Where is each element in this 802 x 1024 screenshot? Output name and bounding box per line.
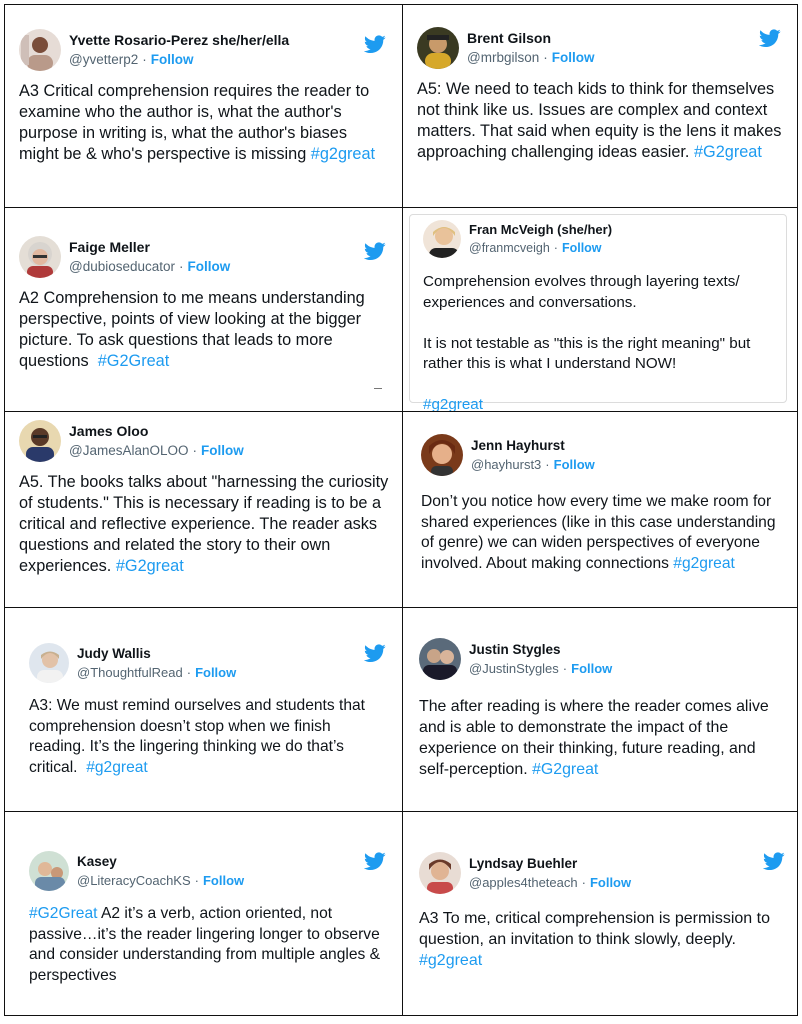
author-handle[interactable]: @JustinStygles xyxy=(469,661,559,676)
tweet-text: #G2Great A2 it’s a verb, action oriented, not passive…it’s the reader lingering longer to observe and consider understanding from multiple angles & perspectives xyxy=(29,905,385,984)
tweet-card: Fran McVeigh (she/her) @franmcveigh · Follow Comprehension evolves through layering texts/ experiences and conversations. It is not testable as "this is the right meaning" but rather this is what I understand NOW! #g2great xyxy=(423,216,785,412)
tweet-cell-brent xyxy=(402,4,798,208)
tweet-card: Justin Stygles @JustinStygles · Follow The after reading is where the reader comes alive and is able to demonstrate the impact of the experience on their thinking, future reading, and self-perception. #G2great xyxy=(419,636,785,780)
follow-button[interactable]: Follow xyxy=(553,457,595,472)
hashtag-link[interactable]: #g2great xyxy=(419,952,483,969)
author-handle[interactable]: @JamesAlanOLOO xyxy=(69,443,189,458)
avatar[interactable] xyxy=(19,420,61,462)
author-name[interactable]: Judy Wallis xyxy=(77,646,151,661)
avatar[interactable] xyxy=(419,638,461,680)
hashtag-link[interactable]: #g2great xyxy=(310,145,376,163)
tweet-text: The after reading is where the reader comes alive and is able to demonstrate the impact of the experience on their thinking, future reading, and self-perception. #G2great xyxy=(419,698,774,778)
tweet-card: Yvette Rosario-Perez she/her/ella @yvetterp2 · Follow A3 Critical comprehension requires the reader to examine who the author is, what the author's purpose in writing is, what the author's biases might be & who's perspective is missing #g2great xyxy=(19,27,390,165)
avatar[interactable] xyxy=(417,27,459,69)
tweet-text: A5: We need to teach kids to think for themselves not think like us. Issues are complex and context matters. That said when equity is the lens it makes approaching challenging ideas easier. #G2great xyxy=(417,80,786,161)
twitter-bird-icon[interactable] xyxy=(364,644,386,663)
hashtag-link[interactable]: #G2great xyxy=(532,761,599,778)
twitter-bird-icon[interactable] xyxy=(763,852,785,871)
avatar[interactable] xyxy=(19,236,61,278)
twitter-bird-icon[interactable] xyxy=(759,29,781,48)
author-handle[interactable]: @LiteracyCoachKS xyxy=(77,873,191,888)
follow-button[interactable]: Follow xyxy=(201,443,244,458)
tweet-collage-grid xyxy=(4,4,798,1016)
author-handle[interactable]: @franmcveigh xyxy=(469,241,550,255)
twitter-bird-icon[interactable] xyxy=(364,852,386,871)
twitter-bird-icon[interactable] xyxy=(364,242,386,261)
twitter-bird-icon[interactable] xyxy=(364,35,386,54)
author-handle[interactable]: @apples4theteach xyxy=(469,875,578,890)
author-name[interactable]: Fran McVeigh (she/her) xyxy=(469,222,613,237)
hashtag-link[interactable]: #G2Great xyxy=(29,905,98,922)
follow-button[interactable]: Follow xyxy=(561,241,602,255)
author-name[interactable]: Faige Meller xyxy=(69,239,150,255)
tweet-card: Lyndsay Buehler @apples4theteach · Follow A3 To me, critical comprehension is permission to question, an invitation to think slowly, deeply. #g2great xyxy=(419,850,785,971)
follow-button[interactable]: Follow xyxy=(551,50,595,65)
tweet-cell-jenn xyxy=(402,412,798,608)
tweet-card: Brent Gilson @mrbgilson · Follow A5: We need to teach kids to think for themselves not think like us. Issues are complex and context matters. That said when equity is the lens it makes approaching challenging ideas easier. #G2great xyxy=(417,25,785,163)
tweet-card: Kasey @LiteracyCoachKS · Follow #G2Great A2 it’s a verb, action oriented, not passive…it’s the reader lingering longer to observe and consider understanding from multiple angles & perspectives xyxy=(29,848,390,986)
hashtag-link[interactable]: #g2great xyxy=(86,758,148,776)
tweet-cell-fran xyxy=(402,208,798,412)
follow-button[interactable]: Follow xyxy=(202,873,245,888)
hashtag-link[interactable]: #g2great xyxy=(423,396,483,412)
avatar[interactable] xyxy=(419,852,461,894)
tweet-text: A3: We must remind ourselves and students that comprehension doesn’t stop when we finish reading. It’s the lingering thinking we do that’s critical. #g2great xyxy=(29,697,370,776)
follow-button[interactable]: Follow xyxy=(150,52,194,67)
tweet-text: A2 Comprehension to me means understanding perspective, points of view looking at the bigger picture. To ask questions that leads to more questions #G2Great xyxy=(19,289,370,370)
follow-button[interactable]: Follow xyxy=(195,665,237,680)
hashtag-link[interactable]: #g2great xyxy=(673,554,735,572)
author-name[interactable]: James Oloo xyxy=(69,423,149,439)
author-name[interactable]: Lyndsay Buehler xyxy=(469,856,578,871)
avatar[interactable] xyxy=(19,29,61,71)
tweet-cell-james xyxy=(4,412,402,608)
tweet-text: A5. The books talks about "harnessing the curiosity of students." This is necessary if reading is to be a critical and reflective experience. The reader asks questions and related the story to their own experiences. #G2great xyxy=(19,473,393,575)
author-name[interactable]: Jenn Hayhurst xyxy=(471,438,565,453)
hashtag-link[interactable]: #G2great xyxy=(115,557,184,575)
hashtag-link[interactable]: #G2great xyxy=(693,143,762,161)
author-name[interactable]: Yvette Rosario-Perez she/her/ella xyxy=(69,32,290,48)
avatar[interactable] xyxy=(29,851,69,891)
follow-button[interactable]: Follow xyxy=(589,875,632,890)
author-handle[interactable]: @yvetterp2 xyxy=(69,52,139,67)
author-handle[interactable]: @dubioseducator xyxy=(69,259,176,274)
tweet-cell-faige xyxy=(4,208,402,412)
hashtag-link[interactable]: #G2Great xyxy=(97,352,170,370)
author-handle[interactable]: @hayhurst3 xyxy=(471,457,542,472)
author-name[interactable]: Justin Stygles xyxy=(469,642,561,657)
avatar[interactable] xyxy=(423,220,461,258)
tweet-card: Faige Meller @dubioseducator · Follow A2 Comprehension to me means understanding perspective, points of view looking at the bigger picture. To ask questions that leads to more questions #G2Great xyxy=(19,234,390,372)
tweet-text: A3 To me, critical comprehension is permission to question, an invitation to think slowly, deeply. #g2great xyxy=(419,910,775,969)
tweet-text: Comprehension evolves through layering texts/ experiences and conversations. It is not testable as "this is the right meaning" but rather this is what I understand NOW! #g2great xyxy=(423,273,751,412)
avatar[interactable] xyxy=(29,643,69,683)
tweet-text: Don’t you notice how every time we make room for shared experiences (like in this case understanding of genre) we can widen perspectives of everyone involved. About making connections #g2great xyxy=(421,493,780,572)
tweet-cell-yvette xyxy=(4,4,402,208)
tweet-cell-judy xyxy=(4,608,402,812)
tweet-cell-kasey xyxy=(4,812,402,1016)
follow-button[interactable]: Follow xyxy=(187,259,231,274)
author-name[interactable]: Brent Gilson xyxy=(467,30,552,46)
divider xyxy=(374,388,382,389)
author-handle[interactable]: @ThoughtfulRead xyxy=(77,665,183,680)
follow-button[interactable]: Follow xyxy=(571,661,613,676)
tweet-cell-lyndsay xyxy=(402,812,798,1016)
avatar[interactable] xyxy=(421,434,463,476)
tweet-cell-justin xyxy=(402,608,798,812)
tweet-text: A3 Critical comprehension requires the reader to examine who the author is, what the author's purpose in writing is, what the author's biases might be & who's perspective is missing #g2great xyxy=(19,82,376,163)
tweet-card: James Oloo @JamesAlanOLOO · Follow A5. The books talks about "harnessing the curiosity of students." This is necessary if reading is to be a critical and reflective experience. The reader asks questions and related the story to their own experiences. #G2great xyxy=(19,418,390,577)
author-name[interactable]: Kasey xyxy=(77,854,117,869)
author-handle[interactable]: @mrbgilson xyxy=(467,50,540,65)
tweet-card: Judy Wallis @ThoughtfulRead · Follow A3: We must remind ourselves and students that comprehension doesn’t stop when we finish reading. It’s the lingering thinking we do that’s critical. #g2great xyxy=(29,640,390,778)
tweet-card: Jenn Hayhurst @hayhurst3 · Follow Don’t you notice how every time we make room for shared experiences (like in this case understanding of genre) we can widen perspectives of everyone involved. About making connections #g2great xyxy=(421,432,785,574)
